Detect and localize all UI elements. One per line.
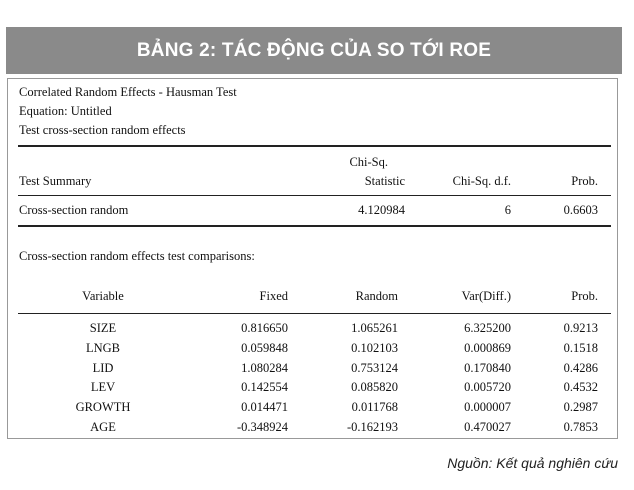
table-row-6-variable: AGE bbox=[90, 420, 116, 434]
col-chi-top: Chi-Sq. bbox=[349, 155, 388, 169]
summary-bottom-rule bbox=[18, 225, 611, 227]
header-line-effects: Test cross-section random effects bbox=[19, 123, 186, 137]
table-title: BẢNG 2: TÁC ĐỘNG CỦA SO TỚI ROE bbox=[6, 27, 622, 74]
table-row-1-var-diff: 6.325200 bbox=[464, 321, 511, 335]
table-row-1-fixed: 0.816650 bbox=[241, 321, 288, 335]
header-line-equation: Equation: Untitled bbox=[19, 104, 112, 118]
table-row-4-fixed: 0.142554 bbox=[241, 380, 288, 395]
table-row-2-variable: LNGB bbox=[85, 340, 121, 355]
table-row-2-fixed: 0.059848 bbox=[241, 340, 288, 355]
col-random: Random bbox=[355, 289, 398, 303]
summary-row-prob: 0.6603 bbox=[563, 203, 598, 217]
table-row-5-prob: 0.2987 bbox=[563, 400, 598, 415]
table-row-3-var-diff: 0.170840 bbox=[464, 360, 511, 375]
summary-row-stat: 4.120984 bbox=[358, 203, 405, 217]
table-row-5-random: 0.011768 bbox=[351, 400, 398, 415]
table-row-1-random: 1.065261 bbox=[351, 321, 398, 335]
table-row-1-variable: SIZE bbox=[89, 321, 117, 335]
header-line-test-name: Correlated Random Effects - Hausman Test bbox=[19, 85, 237, 99]
col-prob-comparison: Prob. bbox=[571, 289, 598, 303]
table-row-6-prob: 0.7853 bbox=[563, 420, 598, 434]
table-row-5-var-diff: 0.000007 bbox=[464, 400, 511, 415]
table-row-6-random: -0.162193 bbox=[346, 420, 398, 434]
table-row-3-variable: LID bbox=[92, 360, 114, 375]
col-chi-statistic: Statistic bbox=[364, 174, 405, 188]
table-row-3-prob: 0.4286 bbox=[563, 360, 598, 375]
table-row-2-prob: 0.1518 bbox=[563, 340, 598, 355]
results-panel bbox=[7, 78, 618, 439]
table-row-3-fixed: 1.080284 bbox=[241, 360, 288, 375]
col-var-diff: Var(Diff.) bbox=[461, 289, 511, 303]
summary-row-name: Cross-section random bbox=[19, 203, 129, 217]
summary-row-df: 6 bbox=[504, 203, 511, 217]
table-row-4-random: 0.085820 bbox=[351, 380, 398, 395]
table-row-2-var-diff: 0.000869 bbox=[464, 340, 511, 355]
top-rule bbox=[18, 145, 611, 147]
table-row-2-random: 0.102103 bbox=[351, 340, 398, 355]
table-row-6-var-diff: 0.470027 bbox=[464, 420, 511, 434]
table-row-4-var-diff: 0.005720 bbox=[464, 380, 511, 395]
table-row-3-random: 0.753124 bbox=[351, 360, 398, 375]
col-df: Chi-Sq. d.f. bbox=[452, 174, 511, 188]
table-row-1-prob: 0.9213 bbox=[563, 321, 598, 335]
comparisons-heading: Cross-section random effects test comparisons: bbox=[19, 249, 255, 263]
col-fixed: Fixed bbox=[259, 289, 288, 303]
table-row-5-variable: GROWTH bbox=[75, 400, 131, 415]
table-row-5-fixed: 0.014471 bbox=[241, 400, 288, 415]
table-row-4-variable: LEV bbox=[90, 380, 116, 395]
table-row-6-fixed: -0.348924 bbox=[236, 420, 288, 434]
col-variable: Variable bbox=[82, 289, 124, 303]
col-prob: Prob. bbox=[571, 174, 598, 188]
source-note: Nguồn: Kết quả nghiên cứu bbox=[447, 455, 618, 471]
col-test-summary: Test Summary bbox=[19, 174, 92, 188]
table-row-4-prob: 0.4532 bbox=[563, 380, 598, 395]
summary-header-rule bbox=[18, 195, 611, 196]
comparison-header-rule bbox=[18, 313, 611, 314]
